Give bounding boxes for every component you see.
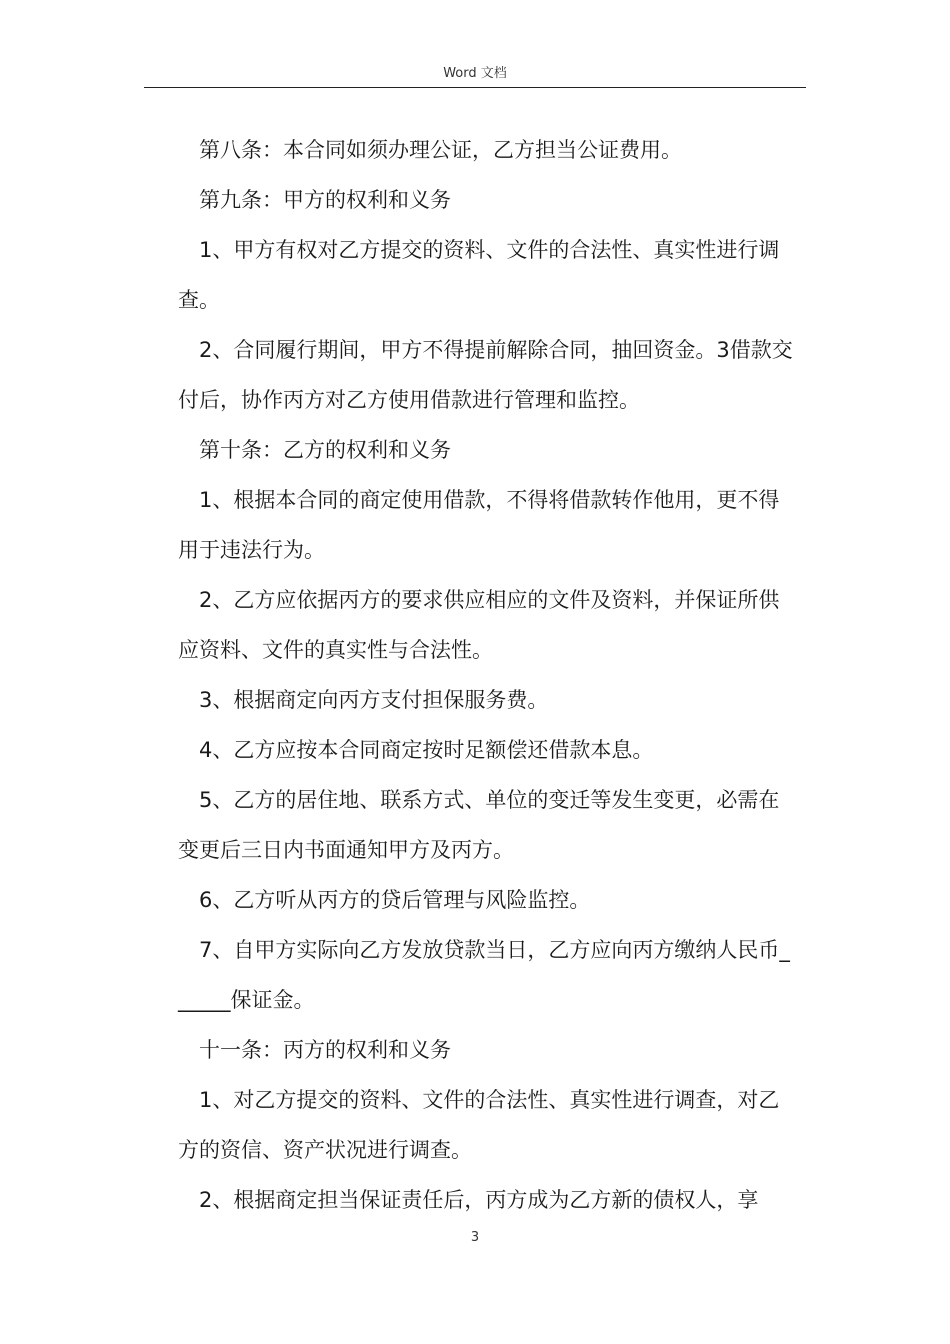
paragraph-article-9-item-2: 2、合同履行期间，甲方不得提前解除合同，抽回资金。3借款交付后，协作丙方对乙方使用借款进行管理和监控。 (178, 338, 793, 412)
paragraph-article-11-item-1: 1、对乙方提交的资料、文件的合法性、真实性进行调查，对乙方的资信、资产状况进行调查。 (178, 1088, 780, 1162)
paragraph-article-10-item-6: 6、乙方听从丙方的贷后管理与风险监控。 (199, 888, 591, 912)
paragraph-article-9-heading: 第九条：甲方的权利和义务 (199, 188, 451, 212)
page-header (0, 66, 950, 82)
document-body (178, 125, 793, 1225)
page-number: 3 (470, 1230, 480, 1245)
paragraph-article-11-heading: 十一条：丙方的权利和义务 (199, 1038, 451, 1062)
paragraph-article-10-item-4: 4、乙方应按本合同商定按时足额偿还借款本息。 (199, 738, 654, 762)
paragraph-article-10-item-2: 2、乙方应依据丙方的要求供应相应的文件及资料，并保证所供应资料、文件的真实性与合法性。 (178, 588, 780, 662)
paragraph-article-9-item-1: 1、甲方有权对乙方提交的资料、文件的合法性、真实性进行调查。 (178, 238, 780, 312)
header-divider (144, 87, 806, 88)
paragraph-article-8: 第八条：本合同如须办理公证，乙方担当公证费用。 (199, 138, 682, 162)
header-title: Word 文档 (443, 66, 507, 81)
paragraph-article-10-item-5: 5、乙方的居住地、联系方式、单位的变迁等发生变更，必需在变更后三日内书面通知甲方及丙方。 (178, 788, 780, 862)
paragraph-article-10-heading: 第十条：乙方的权利和义务 (199, 438, 451, 462)
page-footer (0, 1230, 950, 1246)
paragraph-article-10-item-7: 7、自甲方实际向乙方发放贷款当日，乙方应向丙方缴纳人民币______保证金。 (178, 938, 790, 1012)
paragraph-article-11-item-2: 2、根据商定担当保证责任后，丙方成为乙方新的债权人，享 (199, 1188, 759, 1212)
paragraph-article-10-item-3: 3、根据商定向丙方支付担保服务费。 (199, 688, 549, 712)
paragraph-article-10-item-1: 1、根据本合同的商定使用借款，不得将借款转作他用，更不得用于违法行为。 (178, 488, 780, 562)
